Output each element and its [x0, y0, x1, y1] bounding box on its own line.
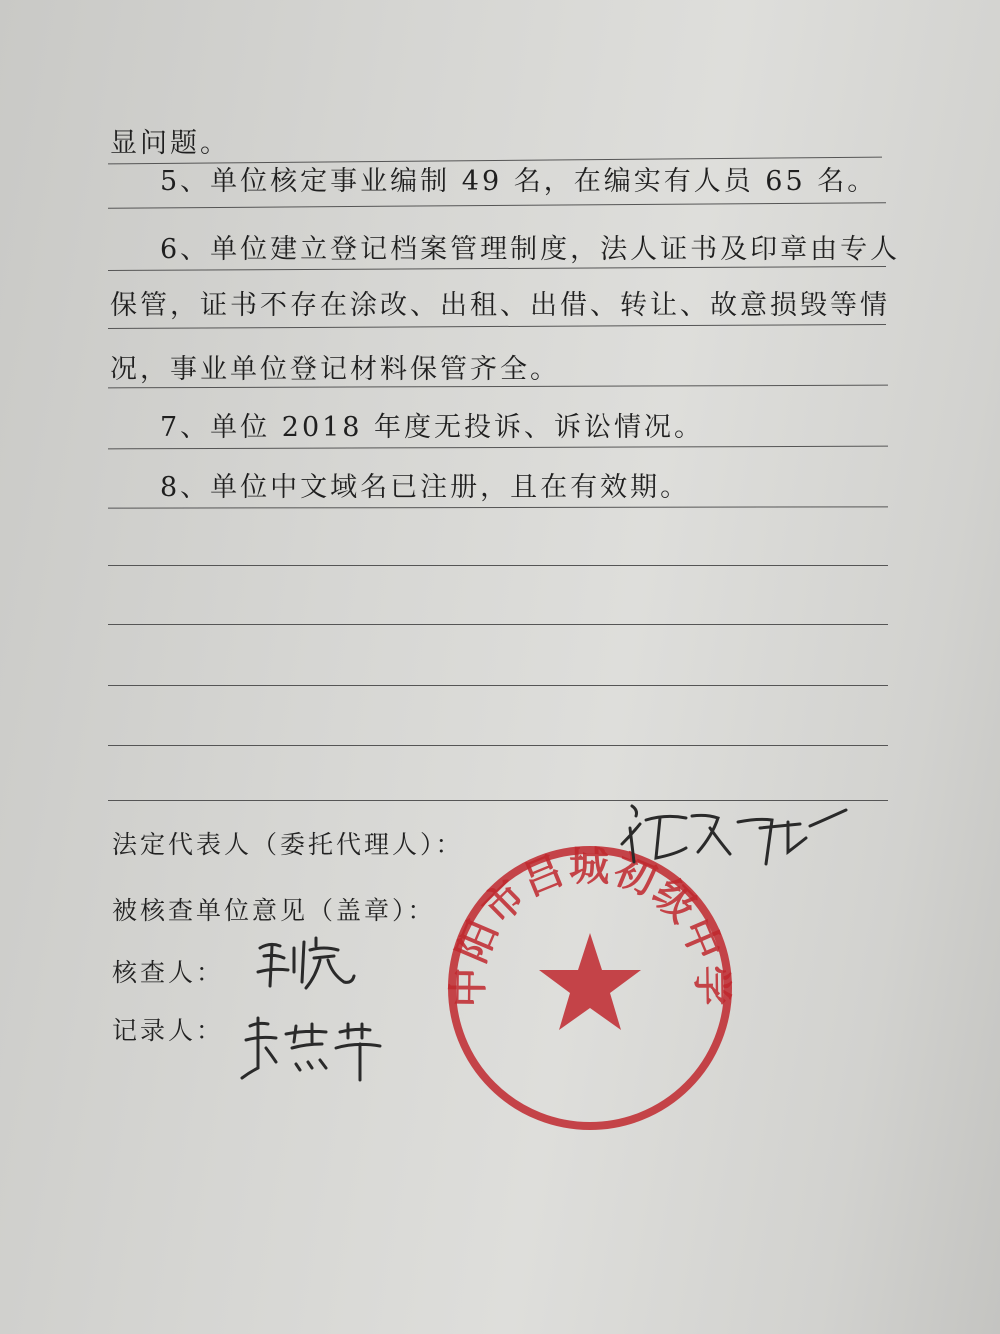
seal-star-icon: [539, 933, 641, 1030]
opinion-label: 被核查单位意见（盖章）：: [112, 896, 436, 925]
ruled-line: [108, 324, 886, 329]
inspector-label: 核查人：: [112, 958, 225, 987]
ruled-line: [108, 745, 888, 746]
ruled-line: [108, 446, 888, 450]
ruled-line: [108, 266, 886, 271]
ruled-line: [108, 202, 886, 208]
text-line-3: 6、单位建立登记档案管理制度，法人证书及印章由专人: [160, 234, 901, 265]
legal-rep-signature: [610, 798, 860, 888]
text-line-5: 况，事业单位登记材料保管齐全。: [110, 354, 560, 385]
recorder-label: 记录人：: [112, 1016, 225, 1045]
legal-rep-label: 法定代表人（委托代理人）：: [112, 830, 464, 859]
ruled-line: [108, 685, 888, 686]
recorder-signature: [236, 1008, 396, 1088]
text-line-7: 8、单位中文域名已注册，且在有效期。: [160, 472, 691, 503]
inspector-signature: [250, 928, 360, 998]
text-line-4: 保管，证书不存在涂改、出租、出借、转让、故意损毁等情: [110, 290, 890, 321]
ruled-line: [108, 624, 888, 625]
ruled-line: [108, 565, 888, 566]
ruled-line: [108, 506, 888, 508]
text-line-6: 7、单位 2018 年度无投诉、诉讼情况。: [160, 412, 705, 443]
text-line-2: 5、单位核定事业编制 49 名，在编实有人员 65 名。: [160, 166, 878, 197]
seal-text: 中阳市吕城初级中学: [444, 843, 736, 1008]
text-line-1: 显问题。: [110, 128, 230, 159]
